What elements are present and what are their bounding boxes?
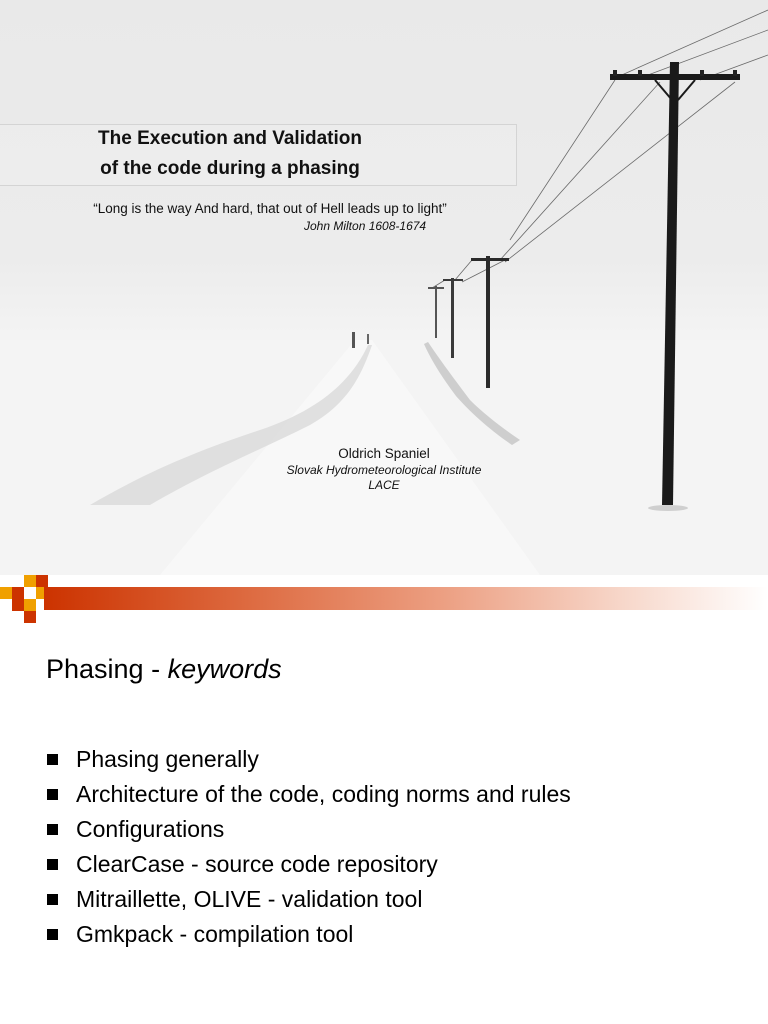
quote-text: “Long is the way And hard, that out of Hell leads up to light” [93,201,447,216]
accent-bar [44,587,768,610]
slide-heading [46,654,282,685]
heading-keyword: keywords [167,654,282,684]
bullet-square-icon [47,929,58,940]
bullet-text: Mitraillette, OLIVE - validation tool [76,886,423,912]
bullet-text: Architecture of the code, coding norms and rules [76,781,571,807]
heading-prefix: Phasing - [46,654,168,684]
bullet-text: Gmkpack - compilation tool [76,921,354,947]
slide-title-line-2: of the code during a phasing [100,158,360,179]
list-item [46,777,571,812]
fence-post [367,334,369,344]
bullet-text: Phasing generally [76,746,259,772]
author-institute: Slovak Hydrometeorological Institute [286,463,482,477]
bullet-text: Configurations [76,816,225,842]
list-item [46,742,571,777]
telegraph-pole [428,286,444,338]
bullet-text: ClearCase - source code repository [76,851,438,877]
list-item [46,847,571,882]
bullet-square-icon [47,754,58,765]
pole-shadow [648,505,688,511]
bullet-square-icon [47,789,58,800]
bullet-list [46,742,571,952]
list-item [46,917,571,952]
fence-post [352,332,355,348]
slide-title-line-1: The Execution and Validation [98,128,362,149]
bullet-square-icon [47,894,58,905]
list-item [46,882,571,917]
author-organization: LACE [368,478,400,492]
list-item [46,812,571,847]
bullet-square-icon [47,859,58,870]
quote-author: John Milton 1608-1674 [304,219,427,233]
author-name: Oldrich Spaniel [338,446,430,461]
bullet-square-icon [47,824,58,835]
